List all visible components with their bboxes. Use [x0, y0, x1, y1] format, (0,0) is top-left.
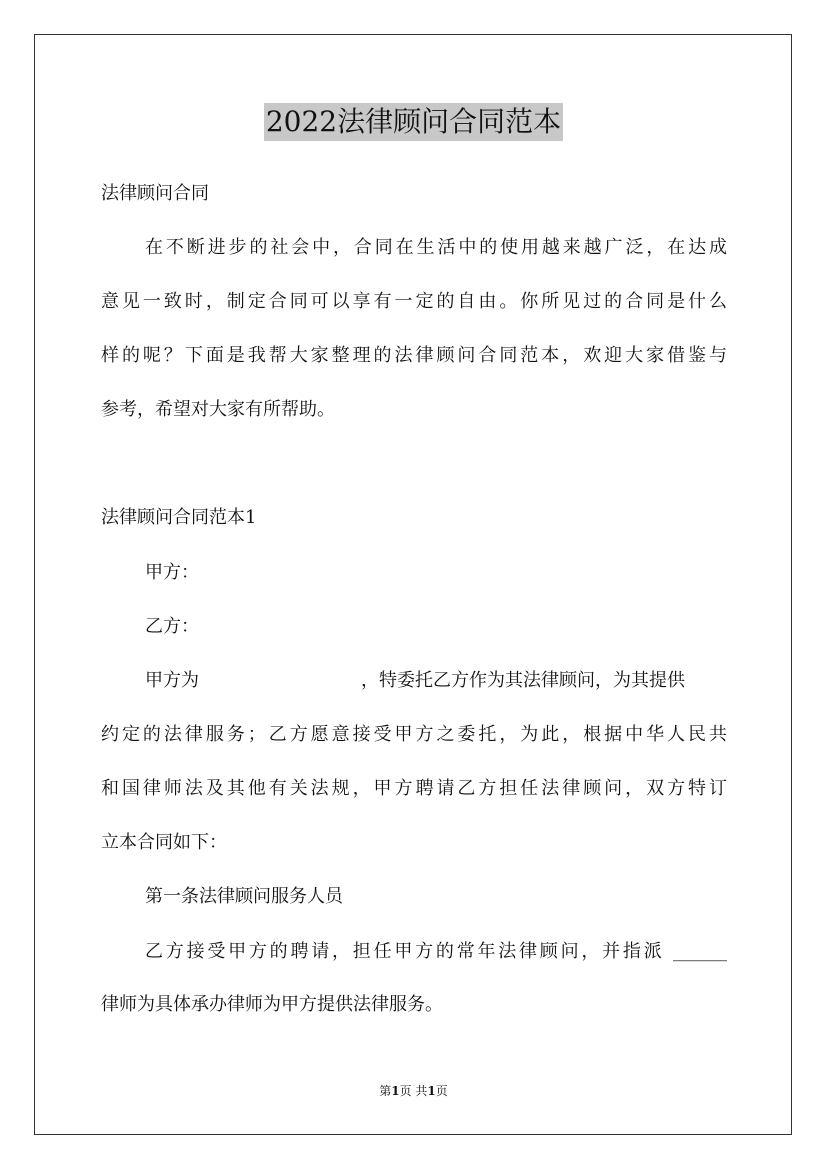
para1-rest: ，特委托乙方作为其法律顾问，为其提供: [361, 670, 685, 691]
para1-line-4: 立本合同如下：: [101, 832, 227, 853]
footer-page-num: 1: [391, 1084, 400, 1098]
para1-line-1: [145, 669, 727, 693]
heading-sample-1: 法律顾问合同范本1: [101, 507, 257, 528]
footer-mid: 页 共: [399, 1084, 428, 1098]
footer-prefix: 第: [379, 1084, 392, 1098]
title-container: [0, 103, 827, 141]
article-1-line-2: 律师为具体承办律师为甲方提供法律服务。: [101, 994, 443, 1015]
para1-line-2: 约定的法律服务；乙方愿意接受甲方之委托，为此，根据中华人民共: [101, 724, 727, 745]
footer-suffix: 页: [435, 1084, 448, 1098]
page-footer: [0, 1083, 827, 1099]
footer-page-total: 1: [427, 1084, 436, 1098]
intro-line-2: 意见一致时，制定合同可以享有一定的自由。你所见过的合同是什么: [101, 291, 727, 312]
intro-line-3: 样的呢？下面是我帮大家整理的法律顾问合同范本，欢迎大家借鉴与: [101, 345, 727, 366]
document-title: 2022法律顾问合同范本: [264, 103, 563, 141]
intro-line-1: 在不断进步的社会中，合同在生活中的使用越来越广泛，在达成: [145, 237, 727, 258]
article-1-heading: 第一条法律顾问服务人员: [145, 886, 343, 907]
intro-line-4: 参考，希望对大家有所帮助。: [101, 399, 335, 420]
para1-start: 甲方为: [145, 670, 199, 691]
para1-line-3: 和国律师法及其他有关法规，甲方聘请乙方担任法律顾问，双方特订: [101, 778, 727, 799]
party-a-label: 甲方：: [145, 562, 199, 583]
heading-contract: 法律顾问合同: [101, 183, 209, 204]
party-b-label: 乙方：: [145, 616, 199, 637]
article-1-line-1: 乙方接受甲方的聘请，担任甲方的常年法律顾问，并指派 ______: [145, 941, 727, 962]
